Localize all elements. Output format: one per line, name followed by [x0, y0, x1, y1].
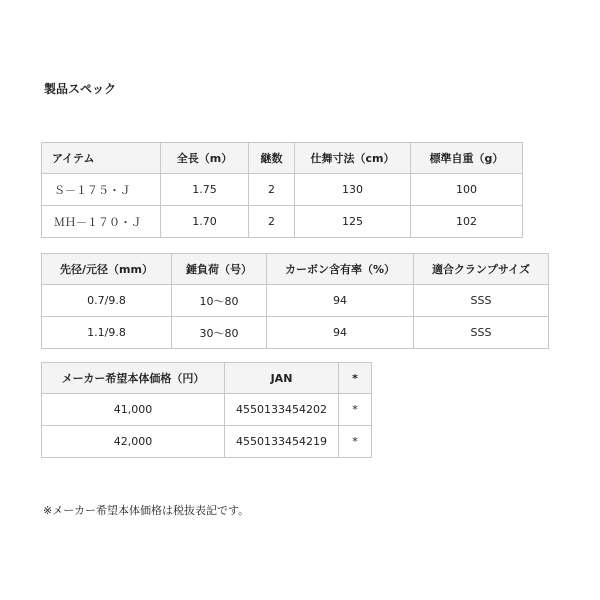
table-row: [42, 426, 372, 458]
cell-closed-length: 130: [295, 174, 411, 206]
cell-sections: 2: [249, 206, 295, 238]
header-mark: *: [339, 363, 372, 394]
cell-mark: *: [339, 426, 372, 458]
cell-weight: 100: [411, 174, 523, 206]
table-row: [42, 317, 549, 349]
table-header-row: [42, 363, 372, 394]
price-table: [41, 362, 372, 458]
header-item: アイテム: [42, 143, 161, 174]
price-note: ※メーカー希望本体価格は税抜表記です。: [43, 504, 250, 517]
cell-jan: 4550133454202: [225, 394, 339, 426]
table-row: [42, 174, 523, 206]
table-row: [42, 285, 549, 317]
header-sinker-load: 錘負荷（号）: [172, 254, 267, 285]
cell-carbon-content: 94: [267, 317, 414, 349]
cell-weight: 102: [411, 206, 523, 238]
cell-tip-butt-diameter: 0.7/9.8: [42, 285, 172, 317]
cell-clamp-size: SSS: [414, 285, 549, 317]
cell-length: 1.75: [161, 174, 249, 206]
header-sections: 継数: [249, 143, 295, 174]
header-carbon-content: カーボン含有率（%）: [267, 254, 414, 285]
table-row: [42, 394, 372, 426]
cell-closed-length: 125: [295, 206, 411, 238]
spec-table-detail: [41, 253, 549, 349]
header-closed-length: 仕舞寸法（cm）: [295, 143, 411, 174]
cell-item: ＭＨ－１７０・Ｊ: [42, 206, 161, 238]
cell-sinker-load: 10〜80: [172, 285, 267, 317]
cell-item: Ｓ－１７５・Ｊ: [42, 174, 161, 206]
cell-mark: *: [339, 394, 372, 426]
header-weight: 標準自重（g）: [411, 143, 523, 174]
header-jan: JAN: [225, 363, 339, 394]
cell-sections: 2: [249, 174, 295, 206]
header-clamp-size: 適合クランプサイズ: [414, 254, 549, 285]
cell-price: 41,000: [42, 394, 225, 426]
cell-tip-butt-diameter: 1.1/9.8: [42, 317, 172, 349]
header-length: 全長（m）: [161, 143, 249, 174]
header-tip-butt-diameter: 先径/元径（mm）: [42, 254, 172, 285]
spec-table-basic: [41, 142, 523, 238]
cell-length: 1.70: [161, 206, 249, 238]
header-price: メーカー希望本体価格（円）: [42, 363, 225, 394]
cell-sinker-load: 30〜80: [172, 317, 267, 349]
table-header-row: [42, 143, 523, 174]
section-title: 製品スペック: [44, 82, 117, 96]
cell-clamp-size: SSS: [414, 317, 549, 349]
cell-carbon-content: 94: [267, 285, 414, 317]
cell-jan: 4550133454219: [225, 426, 339, 458]
table-header-row: [42, 254, 549, 285]
table-row: [42, 206, 523, 238]
cell-price: 42,000: [42, 426, 225, 458]
